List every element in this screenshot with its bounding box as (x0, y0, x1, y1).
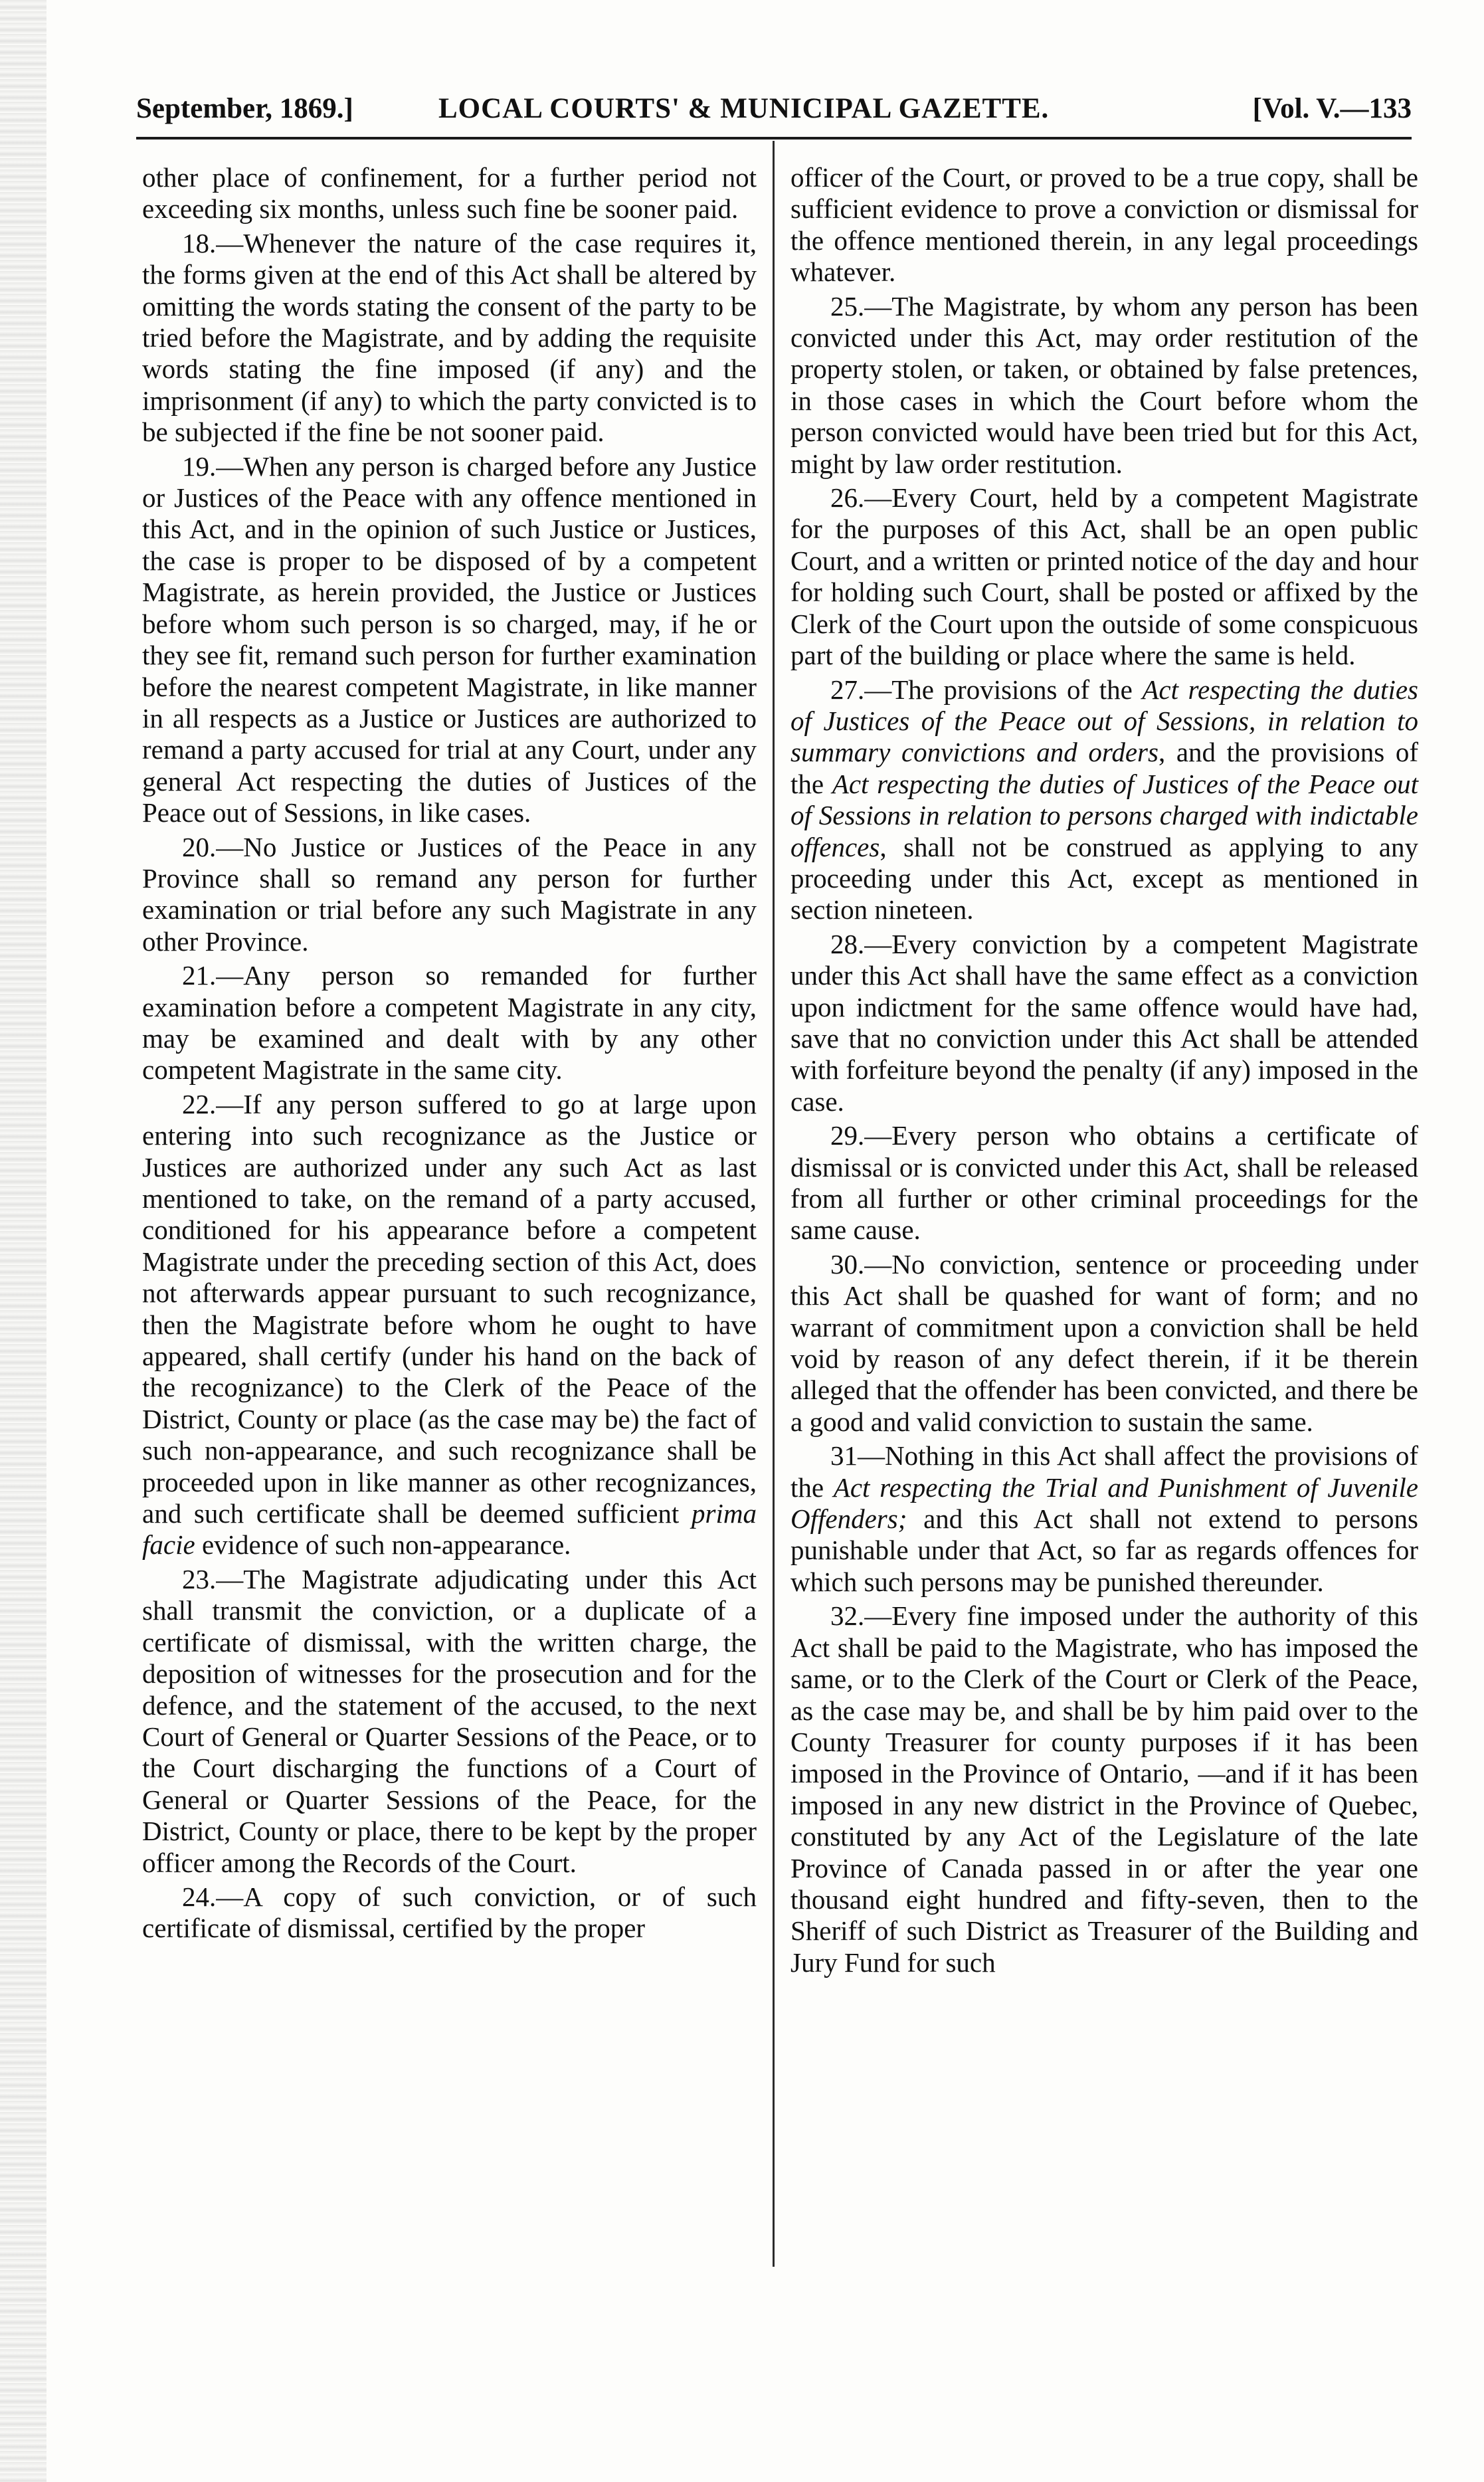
section-31-text-b: and this Act shall not extend to persons punishable under that Act, so far as regards offences for which such persons may be punished thereunder. (790, 1503, 1418, 1597)
header-title: LOCAL COURTS' & MUNICIPAL GAZETTE. (438, 93, 1050, 124)
section-27-italic-2: Act respecting the duties of Justices of the Peace out of Sessions in relation to persons charged with indictable offences (790, 768, 1419, 862)
section-31 (790, 1440, 1418, 1598)
column-divider (773, 141, 775, 2267)
header-rule (136, 137, 1412, 140)
section-26: 26.—Every Court, held by a competent Magistrate for the purposes of this Act, shall be an open public Court, and a written or printed notice of the day and hour for holding such Court, shall be posted or affixed by the Clerk of the Court upon the outside of some conspicuous part of the building or place where the same is held. (790, 482, 1418, 671)
section-30: 30.—No conviction, sentence or proceeding under this Act shall be quashed for want of form; and no warrant of commitment upon a conviction shall be held void by reason of any defect therein, if it be therein alleged that the offender has been convicted, and there be a good and valid conviction to sustain the same. (790, 1248, 1418, 1437)
left-column (142, 162, 757, 1945)
section-25: 25.—The Magistrate, by whom any person has been convicted under this Act, may order restitution of the property stolen, or taken, or obtained by false pretences, in those cases in which the Court before whom the person convicted would have been tried but for this Act, might by law order restitution. (790, 290, 1418, 479)
paragraph-continued: other place of confinement, for a further period not exceeding six months, unless such fine be sooner paid. (142, 162, 757, 225)
section-29: 29.—Every person who obtains a certificate of dismissal or is convicted under this Act, shall be released from all further or other criminal proceedings for the same cause. (790, 1120, 1418, 1246)
section-19: 19.—When any person is charged before any Justice or Justices of the Peace with any offence mentioned in this Act, and in the opinion of such Justice or Justices, the case is proper to be disposed of by a competent Magistrate, as herein provided, the Justice or Justices before whom such person is so charged, may, if he or they see fit, remand such person for further examination before the nearest competent Magistrate, in like manner in all respects as a Justice or Justices are authorized to remand a party accused for trial at any Court, under any general Act respecting the duties of Justices of the Peace out of Sessions, in like cases. (142, 450, 757, 828)
running-header (136, 85, 1412, 138)
section-27-text-a: 27.—The provisions of the (830, 674, 1143, 705)
section-31-text-a: 31—Nothing in this Act shall affect the provisions of the (790, 1440, 1418, 1503)
header-date: September, 1869.] (136, 93, 353, 124)
section-27-italic-1: Act respecting the duties of Justices of the Peace out of Sessions, in relation to summary convictions and orders (790, 674, 1418, 768)
section-23: 23.—The Magistrate adjudicating under this Act shall transmit the conviction, or a duplicate of a certificate of dismissal, with the written charge, the deposition of witnesses for the prosecution and for the defence, and the statement of the accused, to the next Court of General or Quarter Sessions of the Peace, or to the Court discharging the functions of a Court of General or Quarter Sessions of the Peace, for the District, County or place, there to be kept by the proper officer among the Records of the Court. (142, 1563, 757, 1878)
section-27-text-b: , and the provisions of the (790, 737, 1418, 799)
header-volume-page: [Vol. V.—133 (1252, 93, 1412, 124)
section-28: 28.—Every conviction by a competent Magistrate under this Act shall have the same effect as a conviction upon indictment for the same offence would have had, save that no conviction under this Act shall be attended with forfeiture beyond the penalty (if any) imposed in the case. (790, 928, 1418, 1117)
section-18: 18.—Whenever the nature of the case requires it, the forms given at the end of this Act shall be altered by omitting the words stating the consent of the party to be tried before the Magistrate, and by adding the requisite words stating the fine imposed (if any) and the imprisonment (if any) to which the party convicted is to be subjected if the fine be not sooner paid. (142, 227, 757, 448)
section-27-text-c: , shall not be construed as applying to any proceeding under this Act, except as mentioned in section nineteen. (790, 831, 1418, 925)
section-24-continued: officer of the Court, or proved to be a true copy, shall be sufficient evidence to prove a conviction or dismissal for the offence mentioned therein, in any legal proceedings whatever. (790, 162, 1418, 288)
section-22-text-a: 22.—If any person suffered to go at large upon entering into such recognizance as the Justice or Justices are authorized under any such Act as last mentioned to take, on the remand of a party accused, conditioned for his appearance before a competent Magistrate under the preceding section of this Act, does not afterwards appear pursuant to such recognizance, then the Magistrate before whom he ought to have appeared, shall certify (under his hand on the back of the recognizance) to the Clerk of the Peace of the District, County or place (as the case may be) the fact of such non-appearance, and such recognizance shall be proceeded upon in like manner as other recognizances, and such certificate shall be deemed sufficient (142, 1088, 757, 1529)
section-27 (790, 674, 1418, 926)
scan-edge (0, 0, 46, 2482)
section-31-italic: Act respecting the Trial and Punishment of Juvenile Offenders; (790, 1472, 1418, 1535)
section-24: 24.—A copy of such conviction, or of such certificate of dismissal, certified by the proper (142, 1881, 757, 1944)
section-21: 21.—Any person so remanded for further examination before a competent Magistrate in any city, may be examined and dealt with by any other competent Magistrate in the same city. (142, 960, 757, 1086)
section-32: 32.—Every fine imposed under the authority of this Act shall be paid to the Magistrate, who has imposed the same, or to the Clerk of the Court or Clerk of the Peace, as the case may be, and shall be by him paid over to the County Treasurer for county purposes if it has been imposed in the Province of Ontario, —and if it has been imposed in any new district in the Province of Quebec, constituted by any Act of the Legislature of the late Province of Canada passed in or after the year one thousand eight hundred and fifty-seven, then to the Sheriff of such District as Treasurer of the Building and Jury Fund for such (790, 1600, 1418, 1978)
section-22 (142, 1089, 757, 1561)
right-column (790, 162, 1418, 1978)
section-22-text-b: evidence of such non-appearance. (195, 1529, 571, 1561)
section-20: 20.—No Justice or Justices of the Peace in any Province shall so remand any person for further examination or trial before any such Magistrate in any other Province. (142, 831, 757, 957)
section-22-italic: prima facie (142, 1498, 757, 1561)
